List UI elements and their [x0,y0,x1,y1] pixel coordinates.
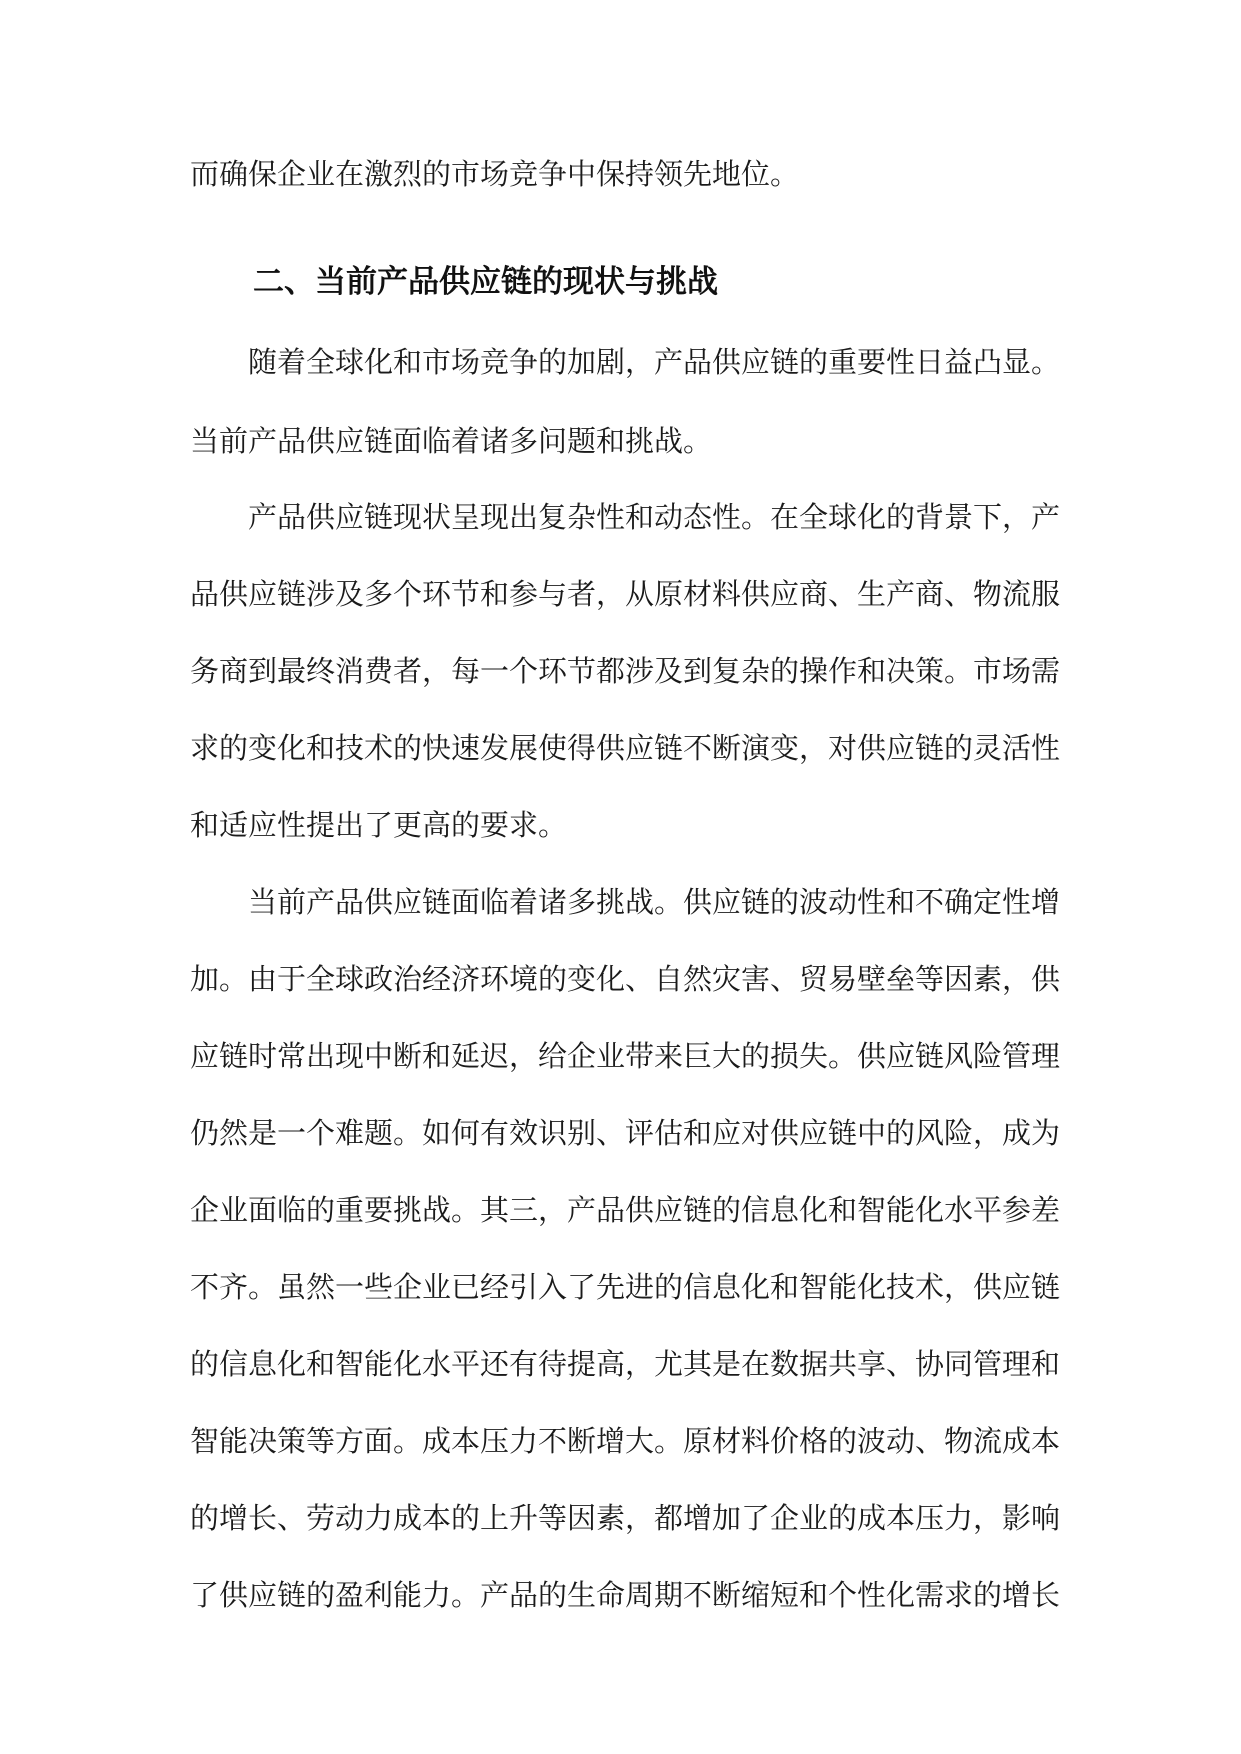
paragraph-3-line-10: 了供应链的盈利能力。产品的生命周期不断缩短和个性化需求的增长 [190,1578,1061,1612]
paragraph-3-line-9: 的增长、劳动力成本的上升等因素，都增加了企业的成本压力，影响 [190,1501,1061,1535]
paragraph-3-line-6: 不齐。虽然一些企业已经引入了先进的信息化和智能化技术，供应链 [190,1270,1061,1304]
paragraph-3-line-4: 仍然是一个难题。如何有效识别、评估和应对供应链中的风险，成为 [190,1116,1061,1150]
carryover-line: 而确保企业在激烈的市场竞争中保持领先地位。 [190,157,800,191]
section-heading: 二、当前产品供应链的现状与挑战 [253,264,718,300]
paragraph-2-line-1: 产品供应链现状呈现出复杂性和动态性。在全球化的背景下，产 [248,500,1061,534]
paragraph-2-line-4: 求的变化和技术的快速发展使得供应链不断演变，对供应链的灵活性 [190,731,1061,765]
paragraph-2-line-5: 和适应性提出了更高的要求。 [190,808,568,842]
paragraph-3-line-5: 企业面临的重要挑战。其三，产品供应链的信息化和智能化水平参差 [190,1193,1061,1227]
paragraph-2-line-3: 务商到最终消费者，每一个环节都涉及到复杂的操作和决策。市场需 [190,654,1061,688]
paragraph-2-line-2: 品供应链涉及多个环节和参与者，从原材料供应商、生产商、物流服 [190,577,1061,611]
paragraph-3-line-1: 当前产品供应链面临着诸多挑战。供应链的波动性和不确定性增 [248,885,1061,919]
paragraph-3-line-8: 智能决策等方面。成本压力不断增大。原材料价格的波动、物流成本 [190,1424,1061,1458]
paragraph-3-line-2: 加。由于全球政治经济环境的变化、自然灾害、贸易壁垒等因素，供 [190,962,1061,996]
paragraph-3-line-7: 的信息化和智能化水平还有待提高，尤其是在数据共享、协同管理和 [190,1347,1061,1381]
paragraph-3-line-3: 应链时常出现中断和延迟，给企业带来巨大的损失。供应链风险管理 [190,1039,1061,1073]
paragraph-1-line-2: 当前产品供应链面临着诸多问题和挑战。 [190,424,713,458]
paragraph-1-line-1: 随着全球化和市场竞争的加剧，产品供应链的重要性日益凸显。 [248,345,1061,379]
